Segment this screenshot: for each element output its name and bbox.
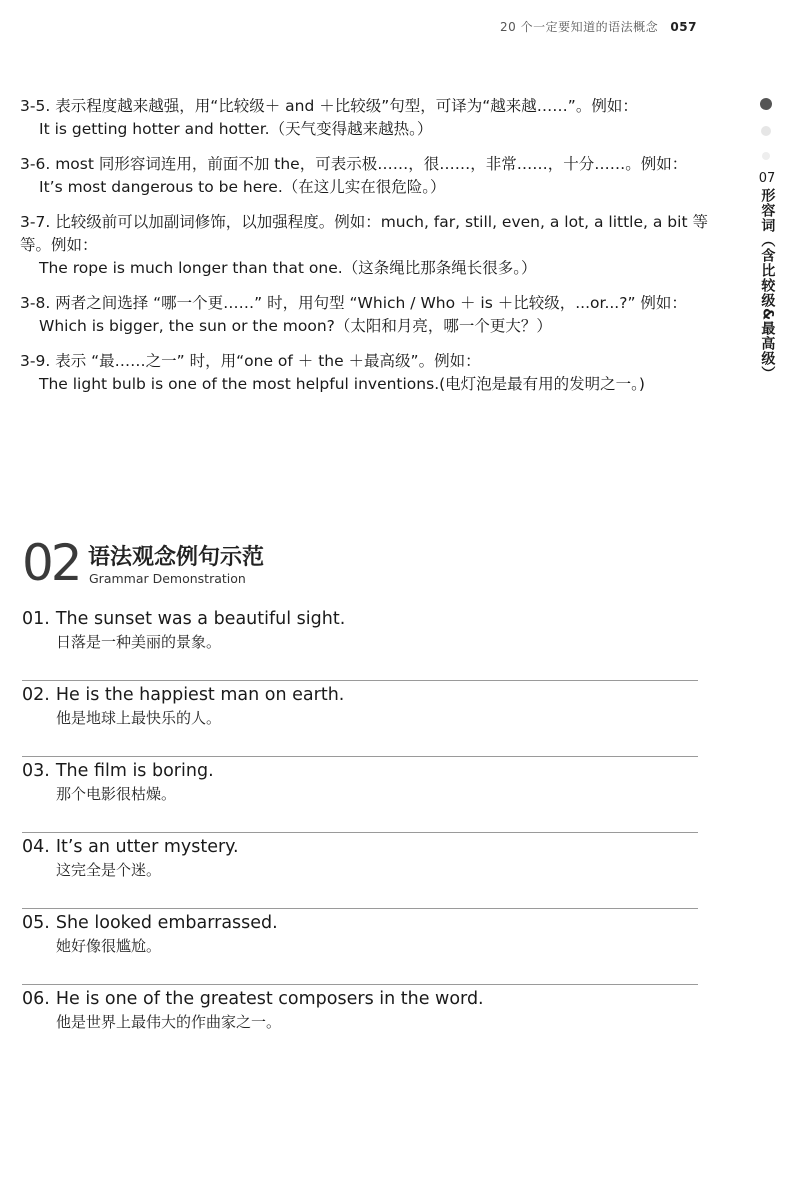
example-sentence: [22, 909, 698, 985]
rule-example: The rope is much longer than that one.（这条绳比那条绳长很多。）: [39, 259, 537, 277]
rule-number: 3-5.: [20, 97, 51, 115]
example-chinese: 她好像很尴尬。: [56, 937, 162, 955]
example-english: He is the happiest man on earth.: [55, 685, 345, 705]
rule-number: 3-8.: [20, 294, 51, 312]
example-number: 01.: [22, 609, 50, 629]
section-title-en: Grammar Demonstration: [89, 571, 246, 586]
example-sentence: [22, 681, 698, 757]
rule-example: Which is bigger, the sun or the moon?（太阳和月亮，哪一个更大？）: [39, 317, 552, 335]
grammar-rules: [20, 95, 710, 408]
rule-number: 3-7.: [20, 213, 51, 231]
progress-dot: [761, 126, 771, 136]
example-english: He is one of the greatest composers in the word.: [55, 989, 484, 1009]
example-chinese: 日落是一种美丽的景象。: [56, 633, 222, 651]
progress-dot-active: [760, 98, 772, 110]
chapter-side-tab: [754, 172, 780, 385]
rule-example: It is getting hotter and hotter.（天气变得越来越热。）: [39, 120, 433, 138]
rule-item: [20, 292, 710, 338]
example-sentence: [22, 985, 698, 1061]
rule-description: 比较级前可以加副词修饰，以加强程度。例如：much, far, still, even, a lot, a little, a bit 等等。例如：: [20, 213, 708, 254]
rule-item: [20, 350, 710, 396]
example-english: The film is boring.: [55, 761, 214, 781]
chapter-number: 07: [758, 171, 776, 186]
example-english: The sunset was a beautiful sight.: [55, 609, 346, 629]
example-english: She looked embarrassed.: [55, 913, 278, 933]
progress-dot: [762, 152, 770, 160]
section-number: 02: [22, 534, 80, 592]
running-title: 20 个一定要知道的语法概念: [500, 20, 659, 34]
rule-item: [20, 153, 710, 199]
example-number: 03.: [22, 761, 50, 781]
example-number: 06.: [22, 989, 50, 1009]
example-chinese: 他是地球上最快乐的人。: [56, 709, 222, 727]
rule-number: 3-6.: [20, 155, 51, 173]
chapter-title: 形容词（含比较级&最高级）: [759, 187, 776, 381]
example-number: 05.: [22, 913, 50, 933]
page-number: 057: [670, 20, 697, 34]
rule-description: 两者之间选择 “哪一个更……” 时，用句型 “Which / Who ＋ is ＋比较级，...or...?” 例如：: [55, 294, 687, 312]
rule-description: 表示程度越来越强，用“比较级＋ and ＋比较级”句型，可译为“越来越……”。例如：: [55, 97, 638, 115]
rule-description: most 同形容词连用，前面不加 the，可表示极……，很……，非常……，十分……。例如：: [55, 155, 688, 173]
section-title-cn: 语法观念例句示范: [88, 545, 265, 570]
rule-description: 表示 “最……之一” 时，用“one of ＋ the ＋最高级”。例如：: [55, 352, 481, 370]
rule-item: [20, 95, 710, 141]
example-sentence: [22, 605, 698, 681]
example-chinese: 他是世界上最伟大的作曲家之一。: [56, 1013, 282, 1031]
example-sentence-list: [22, 605, 698, 1061]
rule-example: The light bulb is one of the most helpful inventions.(电灯泡是最有用的发明之一。): [39, 375, 645, 393]
rule-number: 3-9.: [20, 352, 51, 370]
example-english: It’s an utter mystery.: [55, 837, 239, 857]
example-chinese: 这完全是个迷。: [56, 861, 162, 879]
example-sentence: [22, 833, 698, 909]
example-number: 04.: [22, 837, 50, 857]
rule-item: [20, 211, 710, 280]
example-sentence: [22, 757, 698, 833]
running-header: [500, 18, 730, 35]
example-chinese: 那个电影很枯燥。: [56, 785, 177, 803]
rule-example: It’s most dangerous to be here.（在这儿实在很危险。）: [39, 178, 446, 196]
example-number: 02.: [22, 685, 50, 705]
